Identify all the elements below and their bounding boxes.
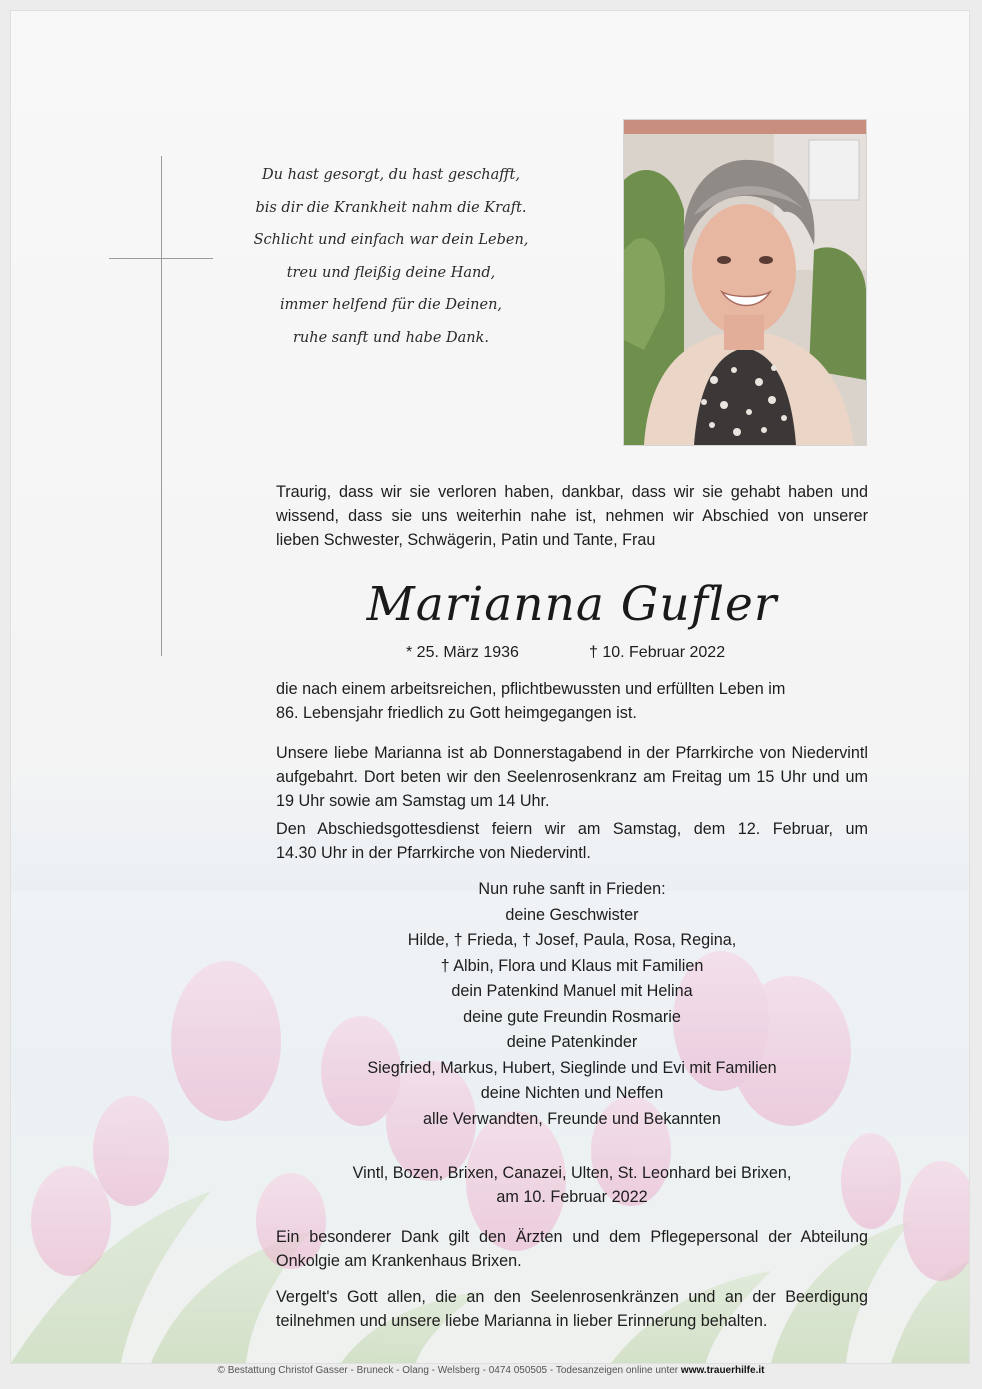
cross-vertical-line <box>161 156 162 656</box>
poem-line: Du hast gesorgt, du hast geschafft, <box>262 167 520 183</box>
mourners-line: † Albin, Flora und Klaus mit Familien <box>440 956 704 975</box>
thanks-line: Ein besonderer Dank gilt den Ärzten und dem Pflegepersonal der Abteilung <box>276 1228 868 1246</box>
footer <box>0 1364 982 1378</box>
mourners-line: deine Geschwister <box>505 905 639 924</box>
mourners-line: Hilde, † Frieda, † Josef, Paula, Rosa, Regina, <box>407 931 737 949</box>
viewing-line: 19 Uhr sowie am Samstag um 14 Uhr. <box>276 792 550 810</box>
gratitude-line: teilnehmen und unsere liebe Marianna in lieber Erinnerung behalten. <box>276 1312 768 1330</box>
poem-line: Schlicht und einfach war dein Leben, <box>253 232 529 248</box>
birth-date: * 25. März 1936 <box>406 644 519 661</box>
mourners-list <box>276 877 868 1132</box>
deceased-name: Marianna Gufler <box>366 577 778 632</box>
life-line: 86. Lebensjahr friedlich zu Gott heimgegangen ist. <box>276 704 637 722</box>
intro-paragraph-end <box>276 528 868 552</box>
thanks-line: Onkolgie am Krankenhaus Brixen. <box>276 1252 522 1270</box>
funeral-line: Den Abschiedsgottesdienst feiern wir am Samstag, dem 12. Februar, um <box>276 820 868 838</box>
footer-text: © Bestattung Christof Gasser - Bruneck - Olang - Welsberg - 0474 050505 - Todesanzeigen online unter <box>217 1365 679 1376</box>
intro-line: Traurig, dass wir sie verloren haben, dankbar, dass wir sie gehabt haben und <box>276 483 868 501</box>
death-date: † 10. Februar 2022 <box>589 644 726 661</box>
thanks-paragraph <box>276 1225 868 1249</box>
mourners-line: deine Patenkinder <box>506 1033 638 1051</box>
poem-line: ruhe sanft und habe Dank. <box>292 329 490 346</box>
place-date <box>276 1161 868 1209</box>
portrait-photo <box>623 119 867 446</box>
intro-line: wissend, dass sie uns weiterhin nahe ist, nehmen wir Abschied von unserer <box>276 507 868 525</box>
mourners-line: deine gute Freundin Rosmarie <box>463 1007 681 1026</box>
life-line: die nach einem arbeitsreichen, pflichtbewussten und erfüllten Leben im <box>276 680 786 698</box>
poem-line: bis dir die Krankheit nahm die Kraft. <box>255 199 527 216</box>
mourners-line: deine Nichten und Neffen <box>480 1084 664 1102</box>
poem-line: treu und fleißig deine Hand, <box>286 264 496 281</box>
life-paragraph <box>276 677 868 701</box>
funeral-line: 14.30 Uhr in der Pfarrkirche von Niedervintl. <box>276 844 591 862</box>
viewing-line: aufgebahrt. Dort beten wir den Seelenrosenkranz am Freitag um 15 Uhr und um <box>276 768 868 786</box>
intro-paragraph <box>276 480 868 528</box>
place-line: Vintl, Bozen, Brixen, Canazei, Ulten, St. Leonhard bei Brixen, <box>352 1164 792 1182</box>
mourners-heading: Nun ruhe sanft in Frieden: <box>478 880 666 898</box>
mourners-line: dein Patenkind Manuel mit Helina <box>451 982 693 1000</box>
mourners-line: alle Verwandten, Freunde und Bekannten <box>423 1109 721 1128</box>
life-paragraph-end <box>276 701 868 725</box>
mourners-line: Siegfried, Markus, Hubert, Sieglinde und Evi mit Familien <box>367 1058 777 1077</box>
funeral-paragraph <box>276 817 868 841</box>
obituary-page <box>10 10 970 1364</box>
funeral-paragraph-end <box>276 841 868 865</box>
portrait-image <box>624 120 866 445</box>
gratitude-line: Vergelt's Gott allen, die an den Seelenrosenkränzen und an der Beerdigung <box>276 1288 868 1306</box>
viewing-line: Unsere liebe Marianna ist ab Donnerstagabend in der Pfarrkirche von Niedervintl <box>276 744 868 762</box>
gratitude-paragraph <box>276 1285 868 1309</box>
cross-horizontal-line <box>109 258 213 259</box>
viewing-paragraph-end <box>276 789 868 813</box>
poem-line: immer helfend für die Deinen, <box>279 297 503 313</box>
intro-line: lieben Schwester, Schwägerin, Patin und Tante, Frau <box>276 531 656 549</box>
poem <box>241 159 541 354</box>
date-line: am 10. Februar 2022 <box>496 1188 648 1206</box>
footer-website-link[interactable]: www.trauerhilfe.it <box>680 1365 765 1376</box>
gratitude-paragraph-end <box>276 1309 868 1333</box>
viewing-paragraph <box>276 741 868 789</box>
thanks-paragraph-end <box>276 1249 868 1273</box>
